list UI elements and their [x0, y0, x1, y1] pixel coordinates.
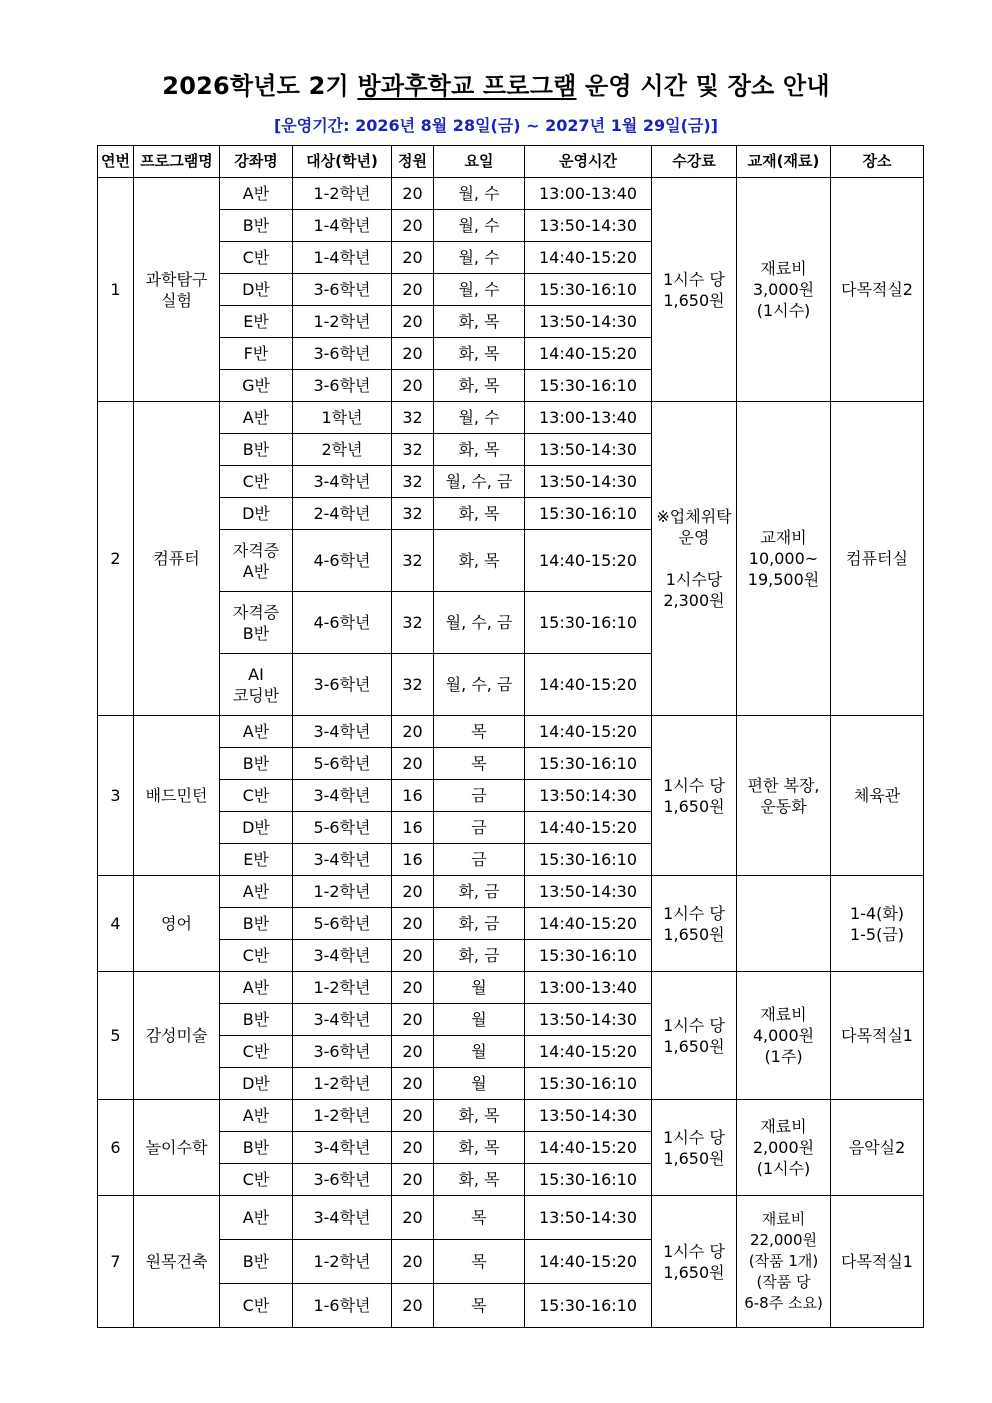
program-name: 컴퓨터: [134, 402, 220, 716]
days: 화, 금: [434, 940, 525, 972]
capacity: 20: [392, 370, 434, 402]
target-grade: 4-6학년: [293, 530, 392, 592]
target-grade: 1학년: [293, 402, 392, 434]
program-number: 7: [98, 1196, 134, 1328]
table-row: [98, 716, 924, 748]
target-grade: 3-6학년: [293, 1164, 392, 1196]
program-number: 4: [98, 876, 134, 972]
days: 화, 금: [434, 908, 525, 940]
table-row: [98, 1100, 924, 1132]
time: 15:30-16:10: [525, 592, 652, 654]
days: 금: [434, 780, 525, 812]
capacity: 20: [392, 748, 434, 780]
days: 월: [434, 972, 525, 1004]
target-grade: 3-4학년: [293, 1132, 392, 1164]
capacity: 20: [392, 274, 434, 306]
material: 교재비 10,000~ 19,500원: [737, 402, 831, 716]
days: 화, 목: [434, 306, 525, 338]
time: 13:50-14:30: [525, 466, 652, 498]
time: 14:40-15:20: [525, 908, 652, 940]
target-grade: 3-4학년: [293, 1196, 392, 1240]
time: 15:30-16:10: [525, 370, 652, 402]
time: 13:50-14:30: [525, 306, 652, 338]
capacity: 20: [392, 1284, 434, 1328]
target-grade: 5-6학년: [293, 908, 392, 940]
class-name: D반: [220, 498, 293, 530]
capacity: 20: [392, 940, 434, 972]
place: 컴퓨터실: [831, 402, 924, 716]
capacity: 20: [392, 1196, 434, 1240]
days: 목: [434, 1284, 525, 1328]
header-cell: 강좌명: [220, 146, 293, 178]
fee: 1시수 당 1,650원: [652, 1100, 737, 1196]
material: 재료비 3,000원 (1시수): [737, 178, 831, 402]
time: 13:50-14:30: [525, 1004, 652, 1036]
class-name: B반: [220, 1132, 293, 1164]
capacity: 20: [392, 1004, 434, 1036]
class-name: C반: [220, 940, 293, 972]
capacity: 20: [392, 716, 434, 748]
days: 목: [434, 716, 525, 748]
program-number: 6: [98, 1100, 134, 1196]
program-name: 과학탐구 실험: [134, 178, 220, 402]
time: 15:30-16:10: [525, 498, 652, 530]
time: 15:30-16:10: [525, 1284, 652, 1328]
target-grade: 3-4학년: [293, 716, 392, 748]
time: 13:50-14:30: [525, 1100, 652, 1132]
class-name: B반: [220, 434, 293, 466]
target-grade: 1-6학년: [293, 1284, 392, 1328]
class-name: D반: [220, 274, 293, 306]
time: 15:30-16:10: [525, 274, 652, 306]
days: 월, 수, 금: [434, 466, 525, 498]
table-row: [98, 402, 924, 434]
days: 화, 목: [434, 1164, 525, 1196]
capacity: 32: [392, 466, 434, 498]
days: 월, 수: [434, 178, 525, 210]
title-pre: 2026학년도 2기: [162, 72, 358, 100]
header-cell: 교재(재료): [737, 146, 831, 178]
material: 재료비 2,000원 (1시수): [737, 1100, 831, 1196]
target-grade: 3-4학년: [293, 466, 392, 498]
time: 14:40-15:20: [525, 1036, 652, 1068]
capacity: 20: [392, 178, 434, 210]
class-name: A반: [220, 1196, 293, 1240]
days: 월: [434, 1036, 525, 1068]
days: 목: [434, 748, 525, 780]
header-cell: 정원: [392, 146, 434, 178]
target-grade: 1-2학년: [293, 1068, 392, 1100]
capacity: 20: [392, 1100, 434, 1132]
program-number: 2: [98, 402, 134, 716]
place: 다목적실2: [831, 178, 924, 402]
program-number: 1: [98, 178, 134, 402]
capacity: 20: [392, 1164, 434, 1196]
class-name: C반: [220, 466, 293, 498]
class-name: A반: [220, 1100, 293, 1132]
header-cell: 수강료: [652, 146, 737, 178]
days: 화, 목: [434, 530, 525, 592]
time: 13:50-14:30: [525, 434, 652, 466]
class-name: 자격증 B반: [220, 592, 293, 654]
header-cell: 운영시간: [525, 146, 652, 178]
time: 15:30-16:10: [525, 1068, 652, 1100]
capacity: 20: [392, 972, 434, 1004]
capacity: 32: [392, 592, 434, 654]
class-name: D반: [220, 1068, 293, 1100]
time: 14:40-15:20: [525, 812, 652, 844]
material: [737, 876, 831, 972]
schedule-table: [97, 145, 924, 1328]
table-row: [98, 1196, 924, 1240]
days: 화, 목: [434, 434, 525, 466]
material: 편한 복장, 운동화: [737, 716, 831, 876]
place: 다목적실1: [831, 972, 924, 1100]
target-grade: 5-6학년: [293, 748, 392, 780]
capacity: 32: [392, 654, 434, 716]
target-grade: 3-6학년: [293, 654, 392, 716]
days: 월: [434, 1004, 525, 1036]
schedule-body: [98, 178, 924, 1328]
title-post: 운영 시간 및 장소 안내: [576, 72, 830, 100]
class-name: A반: [220, 178, 293, 210]
capacity: 20: [392, 908, 434, 940]
time: 13:00-13:40: [525, 972, 652, 1004]
time: 13:00-13:40: [525, 178, 652, 210]
days: 월, 수: [434, 210, 525, 242]
days: 월, 수, 금: [434, 592, 525, 654]
days: 목: [434, 1196, 525, 1240]
class-name: E반: [220, 844, 293, 876]
program-name: 원목건축: [134, 1196, 220, 1328]
capacity: 20: [392, 1036, 434, 1068]
fee: 1시수 당 1,650원: [652, 178, 737, 402]
capacity: 32: [392, 402, 434, 434]
target-grade: 2학년: [293, 434, 392, 466]
target-grade: 3-4학년: [293, 1004, 392, 1036]
days: 화, 목: [434, 1100, 525, 1132]
target-grade: 1-4학년: [293, 210, 392, 242]
class-name: AI 코딩반: [220, 654, 293, 716]
target-grade: 1-2학년: [293, 876, 392, 908]
target-grade: 3-6학년: [293, 1036, 392, 1068]
time: 14:40-15:20: [525, 1132, 652, 1164]
time: 14:40-15:20: [525, 338, 652, 370]
program-name: 놀이수학: [134, 1100, 220, 1196]
capacity: 20: [392, 338, 434, 370]
days: 화, 금: [434, 876, 525, 908]
target-grade: 3-4학년: [293, 940, 392, 972]
program-name: 영어: [134, 876, 220, 972]
class-name: B반: [220, 1240, 293, 1284]
time: 14:40-15:20: [525, 716, 652, 748]
material: 재료비 22,000원 (작품 1개) (작품 당 6-8주 소요): [737, 1196, 831, 1328]
time: 14:40-15:20: [525, 530, 652, 592]
program-name: 감성미술: [134, 972, 220, 1100]
class-name: C반: [220, 1164, 293, 1196]
time: 14:40-15:20: [525, 242, 652, 274]
days: 월, 수: [434, 274, 525, 306]
capacity: 16: [392, 812, 434, 844]
days: 화, 목: [434, 370, 525, 402]
table-row: [98, 178, 924, 210]
days: 금: [434, 844, 525, 876]
days: 화, 목: [434, 1132, 525, 1164]
class-name: A반: [220, 876, 293, 908]
class-name: B반: [220, 748, 293, 780]
capacity: 20: [392, 1240, 434, 1284]
header-cell: 프로그램명: [134, 146, 220, 178]
place: 체육관: [831, 716, 924, 876]
target-grade: 3-4학년: [293, 780, 392, 812]
target-grade: 3-4학년: [293, 844, 392, 876]
title-underlined: 방과후학교 프로그램: [357, 72, 577, 100]
place: 1-4(화) 1-5(금): [831, 876, 924, 972]
target-grade: 1-4학년: [293, 242, 392, 274]
header-cell: 장소: [831, 146, 924, 178]
time: 15:30-16:10: [525, 844, 652, 876]
days: 월: [434, 1068, 525, 1100]
target-grade: 1-2학년: [293, 178, 392, 210]
target-grade: 1-2학년: [293, 1100, 392, 1132]
capacity: 16: [392, 844, 434, 876]
days: 월, 수: [434, 402, 525, 434]
program-name: 배드민턴: [134, 716, 220, 876]
target-grade: 3-6학년: [293, 274, 392, 306]
class-name: C반: [220, 1036, 293, 1068]
class-name: D반: [220, 812, 293, 844]
material: 재료비 4,000원 (1주): [737, 972, 831, 1100]
days: 금: [434, 812, 525, 844]
fee: 1시수 당 1,650원: [652, 972, 737, 1100]
target-grade: 1-2학년: [293, 972, 392, 1004]
capacity: 20: [392, 1132, 434, 1164]
header-cell: 대상(학년): [293, 146, 392, 178]
fee: 1시수 당 1,650원: [652, 876, 737, 972]
days: 화, 목: [434, 498, 525, 530]
capacity: 32: [392, 434, 434, 466]
class-name: B반: [220, 210, 293, 242]
table-row: [98, 972, 924, 1004]
place: 음악실2: [831, 1100, 924, 1196]
time: 13:50-14:30: [525, 876, 652, 908]
days: 월, 수, 금: [434, 654, 525, 716]
target-grade: 3-6학년: [293, 338, 392, 370]
place: 다목적실1: [831, 1196, 924, 1328]
target-grade: 3-6학년: [293, 370, 392, 402]
class-name: A반: [220, 972, 293, 1004]
class-name: 자격증 A반: [220, 530, 293, 592]
target-grade: 5-6학년: [293, 812, 392, 844]
page-title: [0, 66, 992, 101]
header-row: [98, 146, 924, 178]
class-name: E반: [220, 306, 293, 338]
capacity: 32: [392, 530, 434, 592]
table-row: [98, 876, 924, 908]
target-grade: 4-6학년: [293, 592, 392, 654]
days: 목: [434, 1240, 525, 1284]
program-number: 5: [98, 972, 134, 1100]
program-number: 3: [98, 716, 134, 876]
class-name: A반: [220, 716, 293, 748]
capacity: 16: [392, 780, 434, 812]
header-cell: 요일: [434, 146, 525, 178]
class-name: C반: [220, 242, 293, 274]
class-name: C반: [220, 1284, 293, 1328]
class-name: B반: [220, 1004, 293, 1036]
days: 월, 수: [434, 242, 525, 274]
header-cell: 연번: [98, 146, 134, 178]
target-grade: 1-2학년: [293, 1240, 392, 1284]
fee: 1시수 당 1,650원: [652, 1196, 737, 1328]
days: 화, 목: [434, 338, 525, 370]
capacity: 20: [392, 876, 434, 908]
capacity: 20: [392, 1068, 434, 1100]
class-name: A반: [220, 402, 293, 434]
time: 14:40-15:20: [525, 654, 652, 716]
time: 15:30-16:10: [525, 748, 652, 780]
time: 13:50-14:30: [525, 1196, 652, 1240]
time: 13:50-14:30: [525, 210, 652, 242]
capacity: 32: [392, 498, 434, 530]
capacity: 20: [392, 242, 434, 274]
fee: 1시수 당 1,650원: [652, 716, 737, 876]
time: 13:50:14:30: [525, 780, 652, 812]
capacity: 20: [392, 306, 434, 338]
target-grade: 1-2학년: [293, 306, 392, 338]
fee: ※업체위탁 운영 1시수당 2,300원: [652, 402, 737, 716]
class-name: G반: [220, 370, 293, 402]
time: 15:30-16:10: [525, 1164, 652, 1196]
operation-period: [운영기간: 2026년 8월 28일(금) ~ 2027년 1월 29일(금)]: [273, 116, 718, 135]
class-name: F반: [220, 338, 293, 370]
time: 13:00-13:40: [525, 402, 652, 434]
capacity: 20: [392, 210, 434, 242]
time: 15:30-16:10: [525, 940, 652, 972]
time: 14:40-15:20: [525, 1240, 652, 1284]
class-name: C반: [220, 780, 293, 812]
target-grade: 2-4학년: [293, 498, 392, 530]
class-name: B반: [220, 908, 293, 940]
